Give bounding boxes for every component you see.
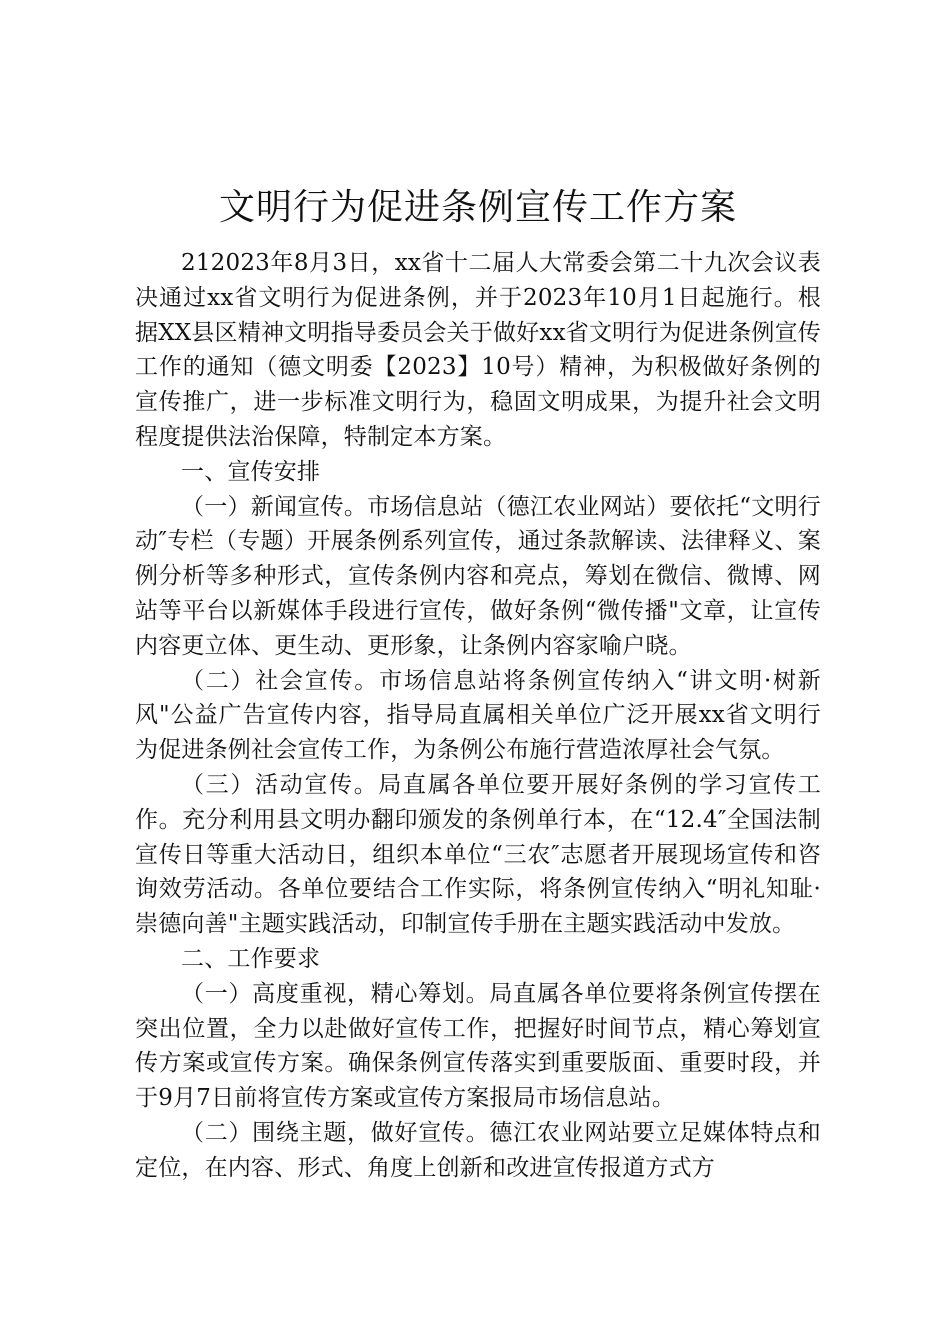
paragraph-activity-publicity: （三）活动宣传。局直属各单位要开展好条例的学习宣传工作。充分利用县文明办翻印颁发的条例单行本，在“12.4″全国法制宣传日等重大活动日，组织本单位“三农″志愿者开展现场宣传和咨询效劳活动。各单位要结合工作实际，将条例宣传纳入“明礼知耻·崇德向善"主题实践活动，印制宣传手册在主题实践活动中发放。 xyxy=(135,771,821,938)
section-heading-work-requirements: 二、工作要求 xyxy=(181,945,321,972)
paragraph-attach-importance: （一）高度重视，精心筹划。局直属各单位要将条例宣传摆在突出位置，全力以赴做好宣传工作，把握好时间节点，精心筹划宣传方案或宣传方案。确保条例宣传落实到重要版面、重要时段，并于9月7日前将宣传方案或宣传方案报局市场信息站。 xyxy=(135,980,821,1112)
paragraph-focus-theme: （二）围绕主题，做好宣传。德江农业网站要立足媒体特点和定位，在内容、形式、角度上创新和改进宣传报道方式方 xyxy=(135,1119,821,1181)
paragraph-social-publicity: （二）社会宣传。市场信息站将条例宣传纳入“讲文明·树新风"公益广告宣传内容，指导局直属相关单位广泛开展xx省文明行为促进条例社会宣传工作，为条例公布施行营造浓厚社会气氛。 xyxy=(135,667,821,764)
document-title: 文明行为促进条例宣传工作方案 xyxy=(218,187,737,228)
document-page xyxy=(135,180,821,1186)
paragraph-news-publicity: （一）新闻宣传。市场信息站（德江农业网站）要依托“文明行动″专栏（专题）开展条例系列宣传，通过条款解读、法律释义、案例分析等多种形式，宣传条例内容和亮点，筹划在微信、微博、网站等平台以新媒体手段进行宣传，做好条例“微传播"文章，让宣传内容更立体、更生动、更形象，让条例内容家喻户晓。 xyxy=(135,493,821,659)
section-heading-publicity-arrangement: 一、宣传安排 xyxy=(181,458,321,485)
intro-paragraph: 212023年8月3日，xx省十二届人大常委会第二十九次会议表决通过xx省文明行为促进条例，并于2023年10月1日起施行。根据XX县区精神文明指导委员会关于做好xx省文明行为促进条例宣传工作的通知（德文明委【2023】10号）精神，为积极做好条例的宣传推广，进一步标准文明行为，稳固文明成果，为提升社会文明程度提供法治保障，特制定本方案。 xyxy=(135,250,821,450)
